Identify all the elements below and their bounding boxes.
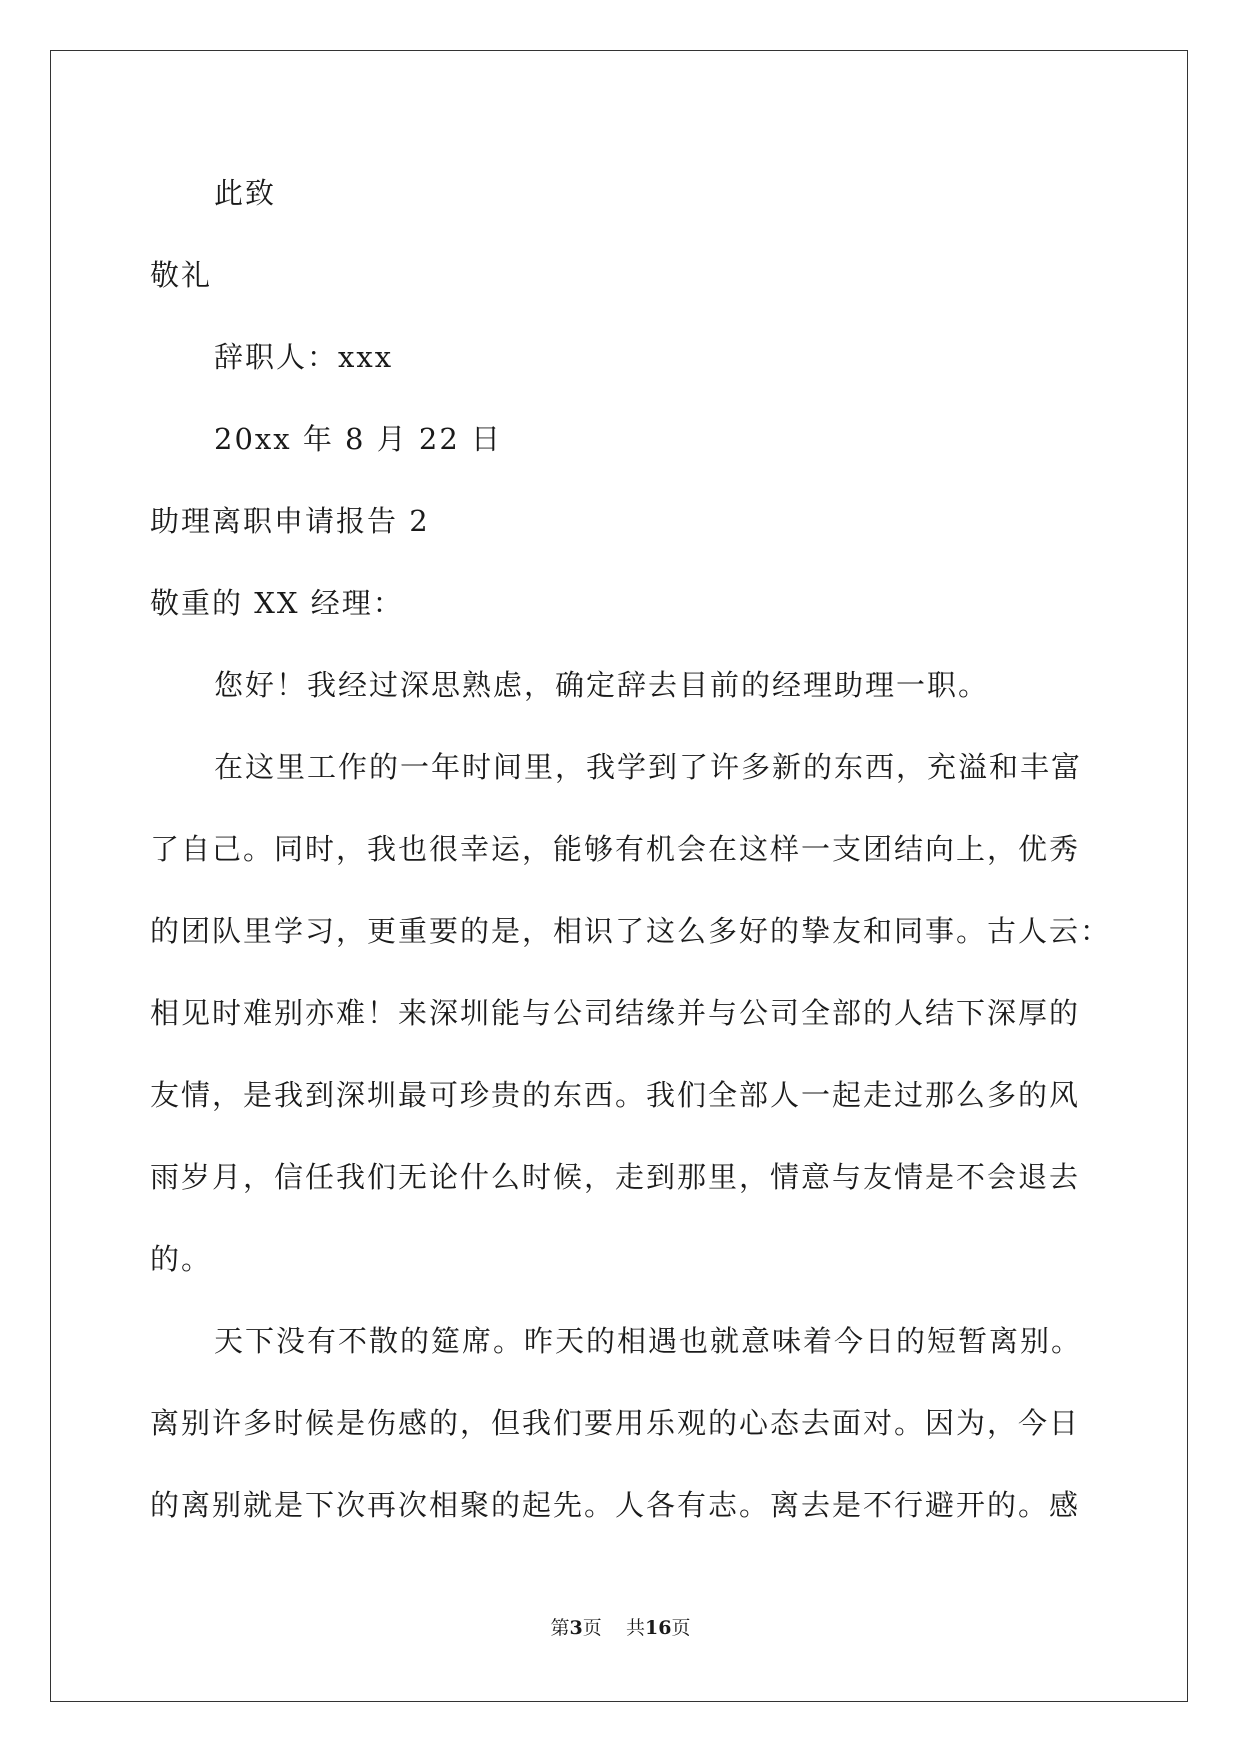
date-line: 20xx 年 8 月 22 日 [214, 422, 503, 456]
letter-greeting: 敬重的 XX 经理： [150, 586, 404, 620]
section-heading: 助理离职申请报告 2 [150, 504, 430, 538]
page-suffix: 页 [582, 1617, 602, 1639]
paragraph-line: 在这里工作的一年时间里，我学到了许多新的东西，充溢和丰富 [214, 750, 1083, 784]
page-prefix: 第 [550, 1617, 570, 1639]
closing-salutation: 此致 [214, 176, 277, 210]
paragraph-line: 离别许多时候是伤感的，但我们要用乐观的心态去面对。因为，今日 [150, 1406, 1081, 1440]
paragraph-line: 天下没有不散的筵席。昨天的相遇也就意味着今日的短暂离别。 [214, 1324, 1083, 1358]
closing-regards: 敬礼 [150, 258, 213, 292]
page-footer [0, 1616, 1241, 1640]
total-suffix: 页 [671, 1617, 691, 1639]
paragraph-line: 友情，是我到深圳最可珍贵的东西。我们全部人一起走过那么多的风 [150, 1078, 1081, 1112]
paragraph-line: 的离别就是下次再次相聚的起先。人各有志。离去是不行避开的。感 [150, 1488, 1081, 1522]
page-border [50, 50, 1188, 1702]
signature-line: 辞职人：xxx [214, 340, 394, 374]
paragraph-line: 您好！我经过深思熟虑，确定辞去目前的经理助理一职。 [214, 668, 990, 702]
paragraph-line: 相见时难别亦难！来深圳能与公司结缘并与公司全部的人结下深厚的 [150, 996, 1081, 1030]
total-pages: 16 [644, 1617, 672, 1639]
page-number: 3 [569, 1617, 583, 1639]
paragraph-line: 了自己。同时，我也很幸运，能够有机会在这样一支团结向上，优秀 [150, 832, 1081, 866]
paragraph-line: 雨岁月，信任我们无论什么时候，走到那里，情意与友情是不会退去 [150, 1160, 1081, 1194]
paragraph-line: 的。 [150, 1242, 213, 1276]
total-prefix: 共 [625, 1617, 645, 1639]
paragraph-line: 的团队里学习，更重要的是，相识了这么多好的挚友和同事。古人云： [150, 914, 1112, 948]
